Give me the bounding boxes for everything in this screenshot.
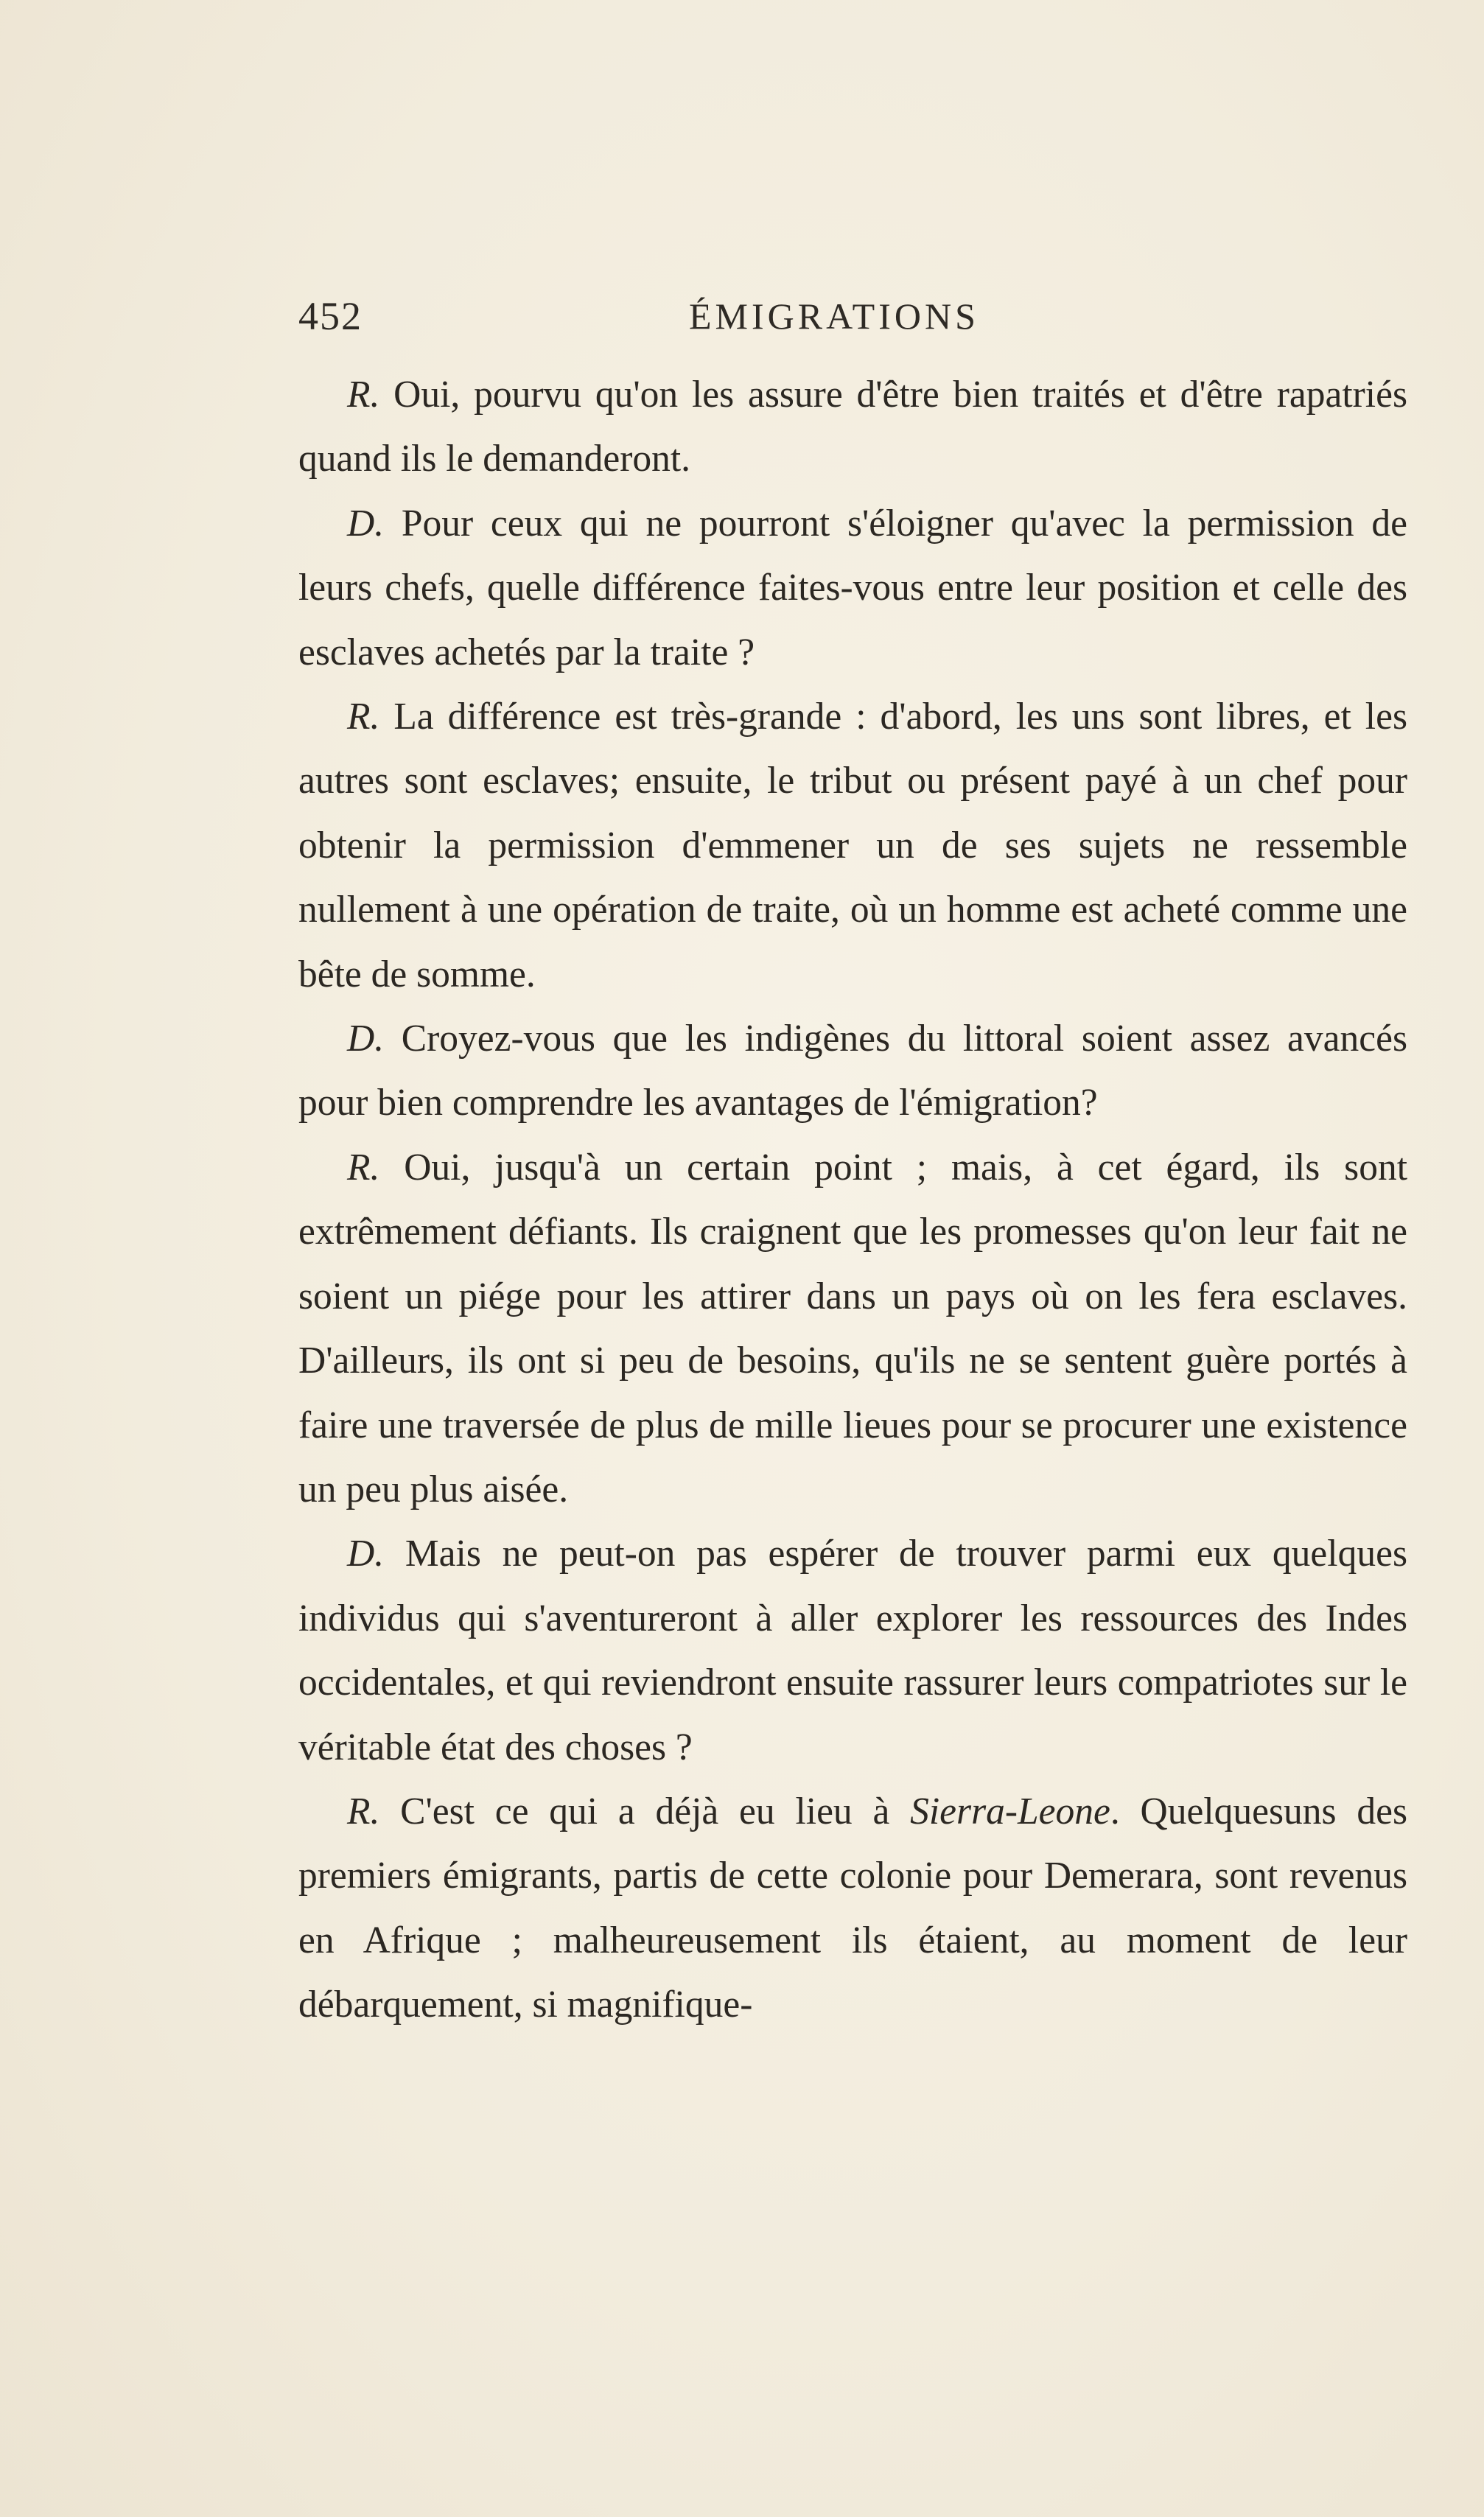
speaker-label: D. — [347, 502, 385, 545]
place-name-italic: Sierra-Leone — [910, 1790, 1110, 1832]
speaker-label: D. — [347, 1533, 385, 1575]
running-title: ÉMIGRATIONS — [689, 295, 979, 337]
paragraph-text: Croyez-vous que les indigènes du littoral soient assez avancés pour bien comprendre les avantages de l'émigration? — [298, 1018, 1407, 1124]
paragraph-text-after: . Quelquesuns des premiers émigrants, partis de cette colonie pour Demerara, sont revenus en Afrique ; malheureusement ils étaient, au moment de leur débarquement, si magnifique- — [298, 1790, 1408, 2026]
paragraph — [298, 1522, 1407, 1779]
paragraph — [298, 363, 1407, 491]
page-header — [298, 293, 1407, 352]
paragraph-text-before: C'est ce qui a déjà eu lieu à — [400, 1790, 911, 1832]
paragraph-text: Oui, pourvu qu'on les assure d'être bien traités et d'être rapatriés quand ils le demanderont. — [298, 374, 1407, 480]
speaker-label: D. — [347, 1018, 385, 1060]
paragraph — [298, 1779, 1407, 2037]
speaker-label: R. — [347, 696, 380, 738]
paragraph-text: Mais ne peut-on pas espérer de trouver parmi eux quelques individus qui s'aventureront à aller explorer les ressources des Indes occidentales, et qui reviendront ensuite rassurer leurs compatriotes sur le véritable état des choses ? — [298, 1533, 1407, 1768]
page-number: 452 — [298, 294, 363, 338]
body-text — [298, 363, 1407, 2037]
speaker-label: R. — [347, 1146, 380, 1189]
paragraph-text: Pour ceux qui ne pourront s'éloigner qu'avec la permission de leurs chefs, quelle différence faites-vous entre leur position et celle des esclaves achetés par la traite ? — [298, 502, 1408, 673]
speaker-label: R. — [347, 374, 380, 416]
paragraph-text: Oui, jusqu'à un certain point ; mais, à cet égard, ils sont extrêmement défiants. Ils craignent que les promesses qu'on leur fait ne soient un piége pour les attirer dans un pays où on les fera esclaves. D'ailleurs, ils ont si peu de besoins, qu'ils ne se sentent guère portés à faire une traversée de plus de mille lieues pour se procurer une existence un peu plus aisée. — [298, 1146, 1408, 1510]
paragraph — [298, 1135, 1407, 1522]
paragraph-text: La différence est très-grande : d'abord, les uns sont libres, et les autres sont esclaves; ensuite, le tribut ou présent payé à un chef pour obtenir la permission d'emmener un de ses sujets ne ressemble nullement à une opération de traite, où un homme est acheté comme une bête de somme. — [298, 696, 1407, 995]
paragraph — [298, 491, 1407, 685]
paragraph — [298, 685, 1407, 1007]
speaker-label: R. — [347, 1790, 380, 1832]
paragraph — [298, 1007, 1407, 1135]
